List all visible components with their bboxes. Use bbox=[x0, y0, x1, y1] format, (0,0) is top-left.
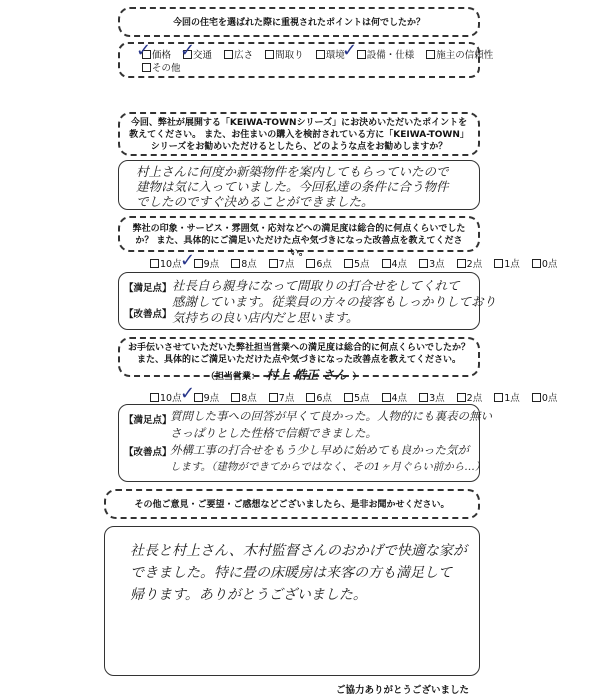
improve-label-4: 【改善点】 bbox=[124, 447, 172, 458]
question-1-text: 今回の住宅を選ばれた際に重視されたポイントは何でしたか？ bbox=[172, 18, 425, 28]
score-4-4[interactable]: 4点 bbox=[382, 390, 408, 404]
option-trust[interactable]: 施主の信頼性 bbox=[426, 47, 493, 61]
answer-5-line-3: 帰ります。ありがとうございました。 bbox=[130, 587, 367, 603]
score-3-0[interactable]: 0点 bbox=[532, 256, 558, 270]
check-mark-transport: ✓ bbox=[180, 40, 196, 61]
score-4-10[interactable]: 10点 bbox=[150, 390, 182, 404]
answer-3-line-3: 気持ちの良い店内だと思います。 bbox=[172, 310, 359, 325]
question-1-box bbox=[118, 7, 480, 37]
answer-2-line-2: 建物は気に入っていました。今回私達の条件に合う物件 bbox=[136, 179, 449, 194]
option-other[interactable]: その他 bbox=[142, 60, 181, 74]
question-5-text: その他ご意見・ご要望・ご感想などございましたら、是非お聞かせください。 bbox=[134, 500, 450, 510]
score-4-3[interactable]: 3点 bbox=[419, 390, 445, 404]
answer-3-line-2: 感謝しています。従業員の方々の接客もしっかりしており bbox=[172, 294, 497, 309]
score-4-6[interactable]: 6点 bbox=[306, 390, 332, 404]
score-3-7[interactable]: 7点 bbox=[269, 256, 295, 270]
score-4-1[interactable]: 1点 bbox=[494, 390, 520, 404]
check-mark-price: ✓ bbox=[136, 40, 152, 61]
score-row-4 bbox=[150, 390, 566, 404]
score-4-7[interactable]: 7点 bbox=[269, 390, 295, 404]
answer-4-line-1: 質問した事への回答が早くて良かった。人物的にも裏表の無い bbox=[170, 409, 492, 423]
score-3-2[interactable]: 2点 bbox=[457, 256, 483, 270]
answer-2-line-3: でしたのですぐ決めることができました。 bbox=[136, 194, 374, 209]
score-3-3[interactable]: 3点 bbox=[419, 256, 445, 270]
options-row-1 bbox=[142, 47, 502, 61]
option-transport[interactable]: 交通 bbox=[183, 47, 212, 61]
question-3-text: 弊社の印象・サービス・雰囲気・応対などへの満足度は総合的に何点くらいでしたか？ また、具体的にご満足いただけた点や気づきになった改善点を教えてください。 bbox=[132, 224, 466, 258]
option-size[interactable]: 広さ bbox=[224, 47, 253, 61]
question-5-box bbox=[104, 489, 480, 519]
improve-label-3: 【改善点】 bbox=[124, 309, 172, 320]
options-row-2 bbox=[142, 60, 190, 74]
question-3-box bbox=[118, 216, 480, 258]
answer-4-line-3: 外構工事の打合せをもう少し早めに始めても良かった気が bbox=[170, 443, 469, 457]
score-3-1[interactable]: 1点 bbox=[494, 256, 520, 270]
score-3-9[interactable]: 9点 bbox=[194, 256, 220, 270]
footer-thanks: ご協力ありがとうございました bbox=[336, 685, 470, 696]
score-4-0[interactable]: 0点 bbox=[532, 390, 558, 404]
score-3-4[interactable]: 4点 bbox=[382, 256, 408, 270]
answer-5-line-2: できました。特に畳の床暖房は来客の方も満足して bbox=[130, 565, 452, 581]
score-3-5[interactable]: 5点 bbox=[344, 256, 370, 270]
score-row-3 bbox=[150, 256, 566, 270]
score-4-9[interactable]: 9点 bbox=[194, 390, 220, 404]
score-3-6[interactable]: 6点 bbox=[306, 256, 332, 270]
option-price[interactable]: 価格 bbox=[142, 47, 171, 61]
score-3-8[interactable]: 8点 bbox=[231, 256, 257, 270]
score-4-5[interactable]: 5点 bbox=[344, 390, 370, 404]
option-equipment[interactable]: 設備・仕様 bbox=[357, 47, 415, 61]
question-2-text: 今回、弊社が展開する「KEIWA-TOWNシリーズ」にお決めいただいたポイントを教えてください。 また、お住まいの購入を検討されている方に「KEIWA-TOWN」シリーズをお勧めいただけるとしたら、どのような点をお勧めしますか？ bbox=[129, 118, 469, 152]
check-mark-score-3: ✓ bbox=[180, 250, 196, 271]
answer-3-line-1: 社長自ら親身になって間取りの打合せをしてくれて bbox=[172, 278, 460, 293]
score-3-10[interactable]: 10点 bbox=[150, 256, 182, 270]
check-mark-score-4: ✓ bbox=[180, 383, 196, 404]
question-2-box bbox=[118, 112, 480, 156]
score-4-2[interactable]: 2点 bbox=[457, 390, 483, 404]
score-4-8[interactable]: 8点 bbox=[231, 390, 257, 404]
rep-name: 村上 皓正 さん bbox=[266, 368, 347, 382]
answer-2-line-1: 村上さんに何度か新築物件を案内してもらっていたので bbox=[136, 164, 449, 179]
answer-5-line-1: 社長と村上さん、木村監督さんのおかげで快適な家が bbox=[130, 543, 467, 559]
option-environment[interactable]: 環境 bbox=[316, 47, 345, 61]
answer-4-line-2: さっぱりとした性格で信頼できました。 bbox=[170, 426, 377, 440]
rep-label: （担当営業： 村上 皓正 さん ） bbox=[206, 368, 362, 382]
answer-4-line-4: します。（建物ができてからではなく、その1ヶ月ぐらい前から…） bbox=[170, 461, 486, 473]
satisfied-label-3: 【満足点】 bbox=[124, 283, 172, 294]
option-layout[interactable]: 間取り bbox=[265, 47, 304, 61]
satisfied-label-4: 【満足点】 bbox=[124, 415, 172, 426]
question-4-text: お手伝いさせていただいた弊社担当営業への満足度は総合的に何点くらいでしたか？ また、具体的にご満足いただけた点や気づきになった改善点を教えてください。 bbox=[128, 343, 471, 365]
check-mark-equipment: ✓ bbox=[342, 40, 358, 61]
